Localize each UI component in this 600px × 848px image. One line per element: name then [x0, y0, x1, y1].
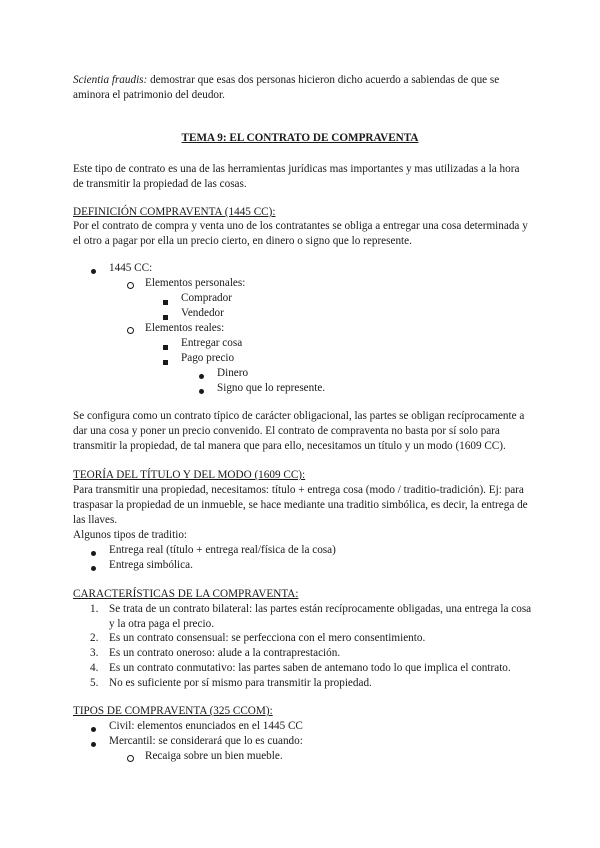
- bullet-dot-icon: [199, 384, 204, 399]
- list-item: 1445 CC:: [109, 262, 153, 274]
- section-heading-teoria: TEORÍA DEL TÍTULO Y DEL MODO (1609 CC):: [73, 469, 306, 481]
- list-item: Comprador: [181, 292, 232, 304]
- list-item: Entregar cosa: [181, 337, 243, 349]
- list-item: Elementos personales:: [145, 277, 246, 289]
- paragraph-1-line-2: de transmitir la propiedad de las cosas.: [73, 178, 247, 190]
- list-item: Entrega real (título + entrega real/física de la cosa): [109, 544, 336, 556]
- paragraph-2-line-2: dar una cosa y poner un precio convenido. El contrato de compraventa no basta por sí solo para: [73, 425, 500, 437]
- bullet-dot-icon: [199, 369, 204, 384]
- list-number: 2.: [90, 632, 99, 644]
- list-item: Es un contrato consensual: se perfecciona con el mero consentimiento.: [109, 632, 426, 644]
- definicion-line-2: el otro a pagar por ella un precio cierto, en dinero o signo que lo represente.: [73, 235, 412, 247]
- list-item: Vendedor: [181, 307, 224, 319]
- list-item-continuation: y la otra paga el precio.: [109, 618, 214, 630]
- list-number: 3.: [90, 647, 99, 659]
- bullet-dot-icon: [91, 264, 96, 279]
- bullet-circle-icon: [127, 752, 134, 767]
- list-item: Civil: elementos enunciados en el 1445 CC: [109, 720, 303, 732]
- intro-term: Scientia fraudis:: [73, 74, 148, 86]
- intro-line-2: aminora el patrimonio del deudor.: [73, 89, 225, 101]
- bullet-square-icon: [163, 340, 168, 355]
- teoria-line-4: Algunos tipos de traditio:: [73, 529, 188, 541]
- paragraph-1-line-1: Este tipo de contrato es una de las herramientas jurídicas mas importantes y mas utilizadas a la hora: [73, 163, 520, 175]
- bullet-dot-icon: [91, 561, 96, 576]
- list-item: Dinero: [217, 367, 249, 379]
- list-item: Es un contrato oneroso: alude a la contraprestación.: [109, 647, 341, 659]
- list-item: Recaiga sobre un bien mueble.: [145, 750, 283, 762]
- list-item: No es suficiente por sí mismo para transmitir la propiedad.: [109, 677, 372, 689]
- section-heading-tipos: TIPOS DE COMPRAVENTA (325 CCOM):: [73, 705, 273, 717]
- list-item: Pago precio: [181, 352, 235, 364]
- section-heading-definicion: DEFINICIÓN COMPRAVENTA (1445 CC):: [73, 206, 276, 218]
- definicion-line-1: Por el contrato de compra y venta uno de los contratantes se obliga a entregar una cosa determinada y: [73, 220, 528, 232]
- list-item: Mercantil: se considerará que lo es cuando:: [109, 735, 303, 747]
- list-item: Elementos reales:: [145, 322, 225, 334]
- paragraph-2-line-3: transmitir la propiedad, de tal manera que para ello, necesitamos un título y un modo (1609 CC).: [73, 440, 506, 452]
- bullet-circle-icon: [127, 279, 134, 294]
- bullet-dot-icon: [91, 722, 96, 737]
- list-number: 5.: [90, 677, 99, 689]
- intro-line-1: demostrar que esas dos personas hicieron dicho acuerdo a sabiendas de que se: [147, 74, 500, 86]
- teoria-line-1: Para transmitir una propiedad, necesitamos: título + entrega cosa (modo / traditio-tradición). Ej: para: [73, 484, 524, 496]
- intro-paragraph: [73, 73, 535, 88]
- list-number: 4.: [90, 662, 99, 674]
- section-heading-caracteristicas: CARACTERÍSTICAS DE LA COMPRAVENTA:: [73, 588, 299, 600]
- list-item: Es un contrato conmutativo: las partes saben de antemano todo lo que implica el contrato.: [109, 662, 511, 674]
- bullet-circle-icon: [127, 324, 134, 339]
- bullet-dot-icon: [91, 737, 96, 752]
- list-item: Se trata de un contrato bilateral: las partes están recíprocamente obligadas, una entrega la cosa: [109, 603, 532, 615]
- bullet-dot-icon: [91, 546, 96, 561]
- paragraph-2-line-1: Se configura como un contrato típico de carácter obligacional, las partes se obligan recíprocamente a: [73, 410, 525, 422]
- bullet-square-icon: [163, 355, 168, 370]
- bullet-square-icon: [163, 295, 168, 310]
- list-item: Signo que lo represente.: [217, 382, 326, 394]
- teoria-line-3: las llaves.: [73, 514, 118, 526]
- teoria-line-2: traspasar la propiedad de un inmueble, se hace mediante una traditio simbólica, es decir, la entrega de: [73, 499, 528, 511]
- page-title: TEMA 9: EL CONTRATO DE COMPRAVENTA: [181, 132, 419, 144]
- list-item: Entrega simbólica.: [109, 559, 193, 571]
- list-number: 1.: [90, 603, 99, 615]
